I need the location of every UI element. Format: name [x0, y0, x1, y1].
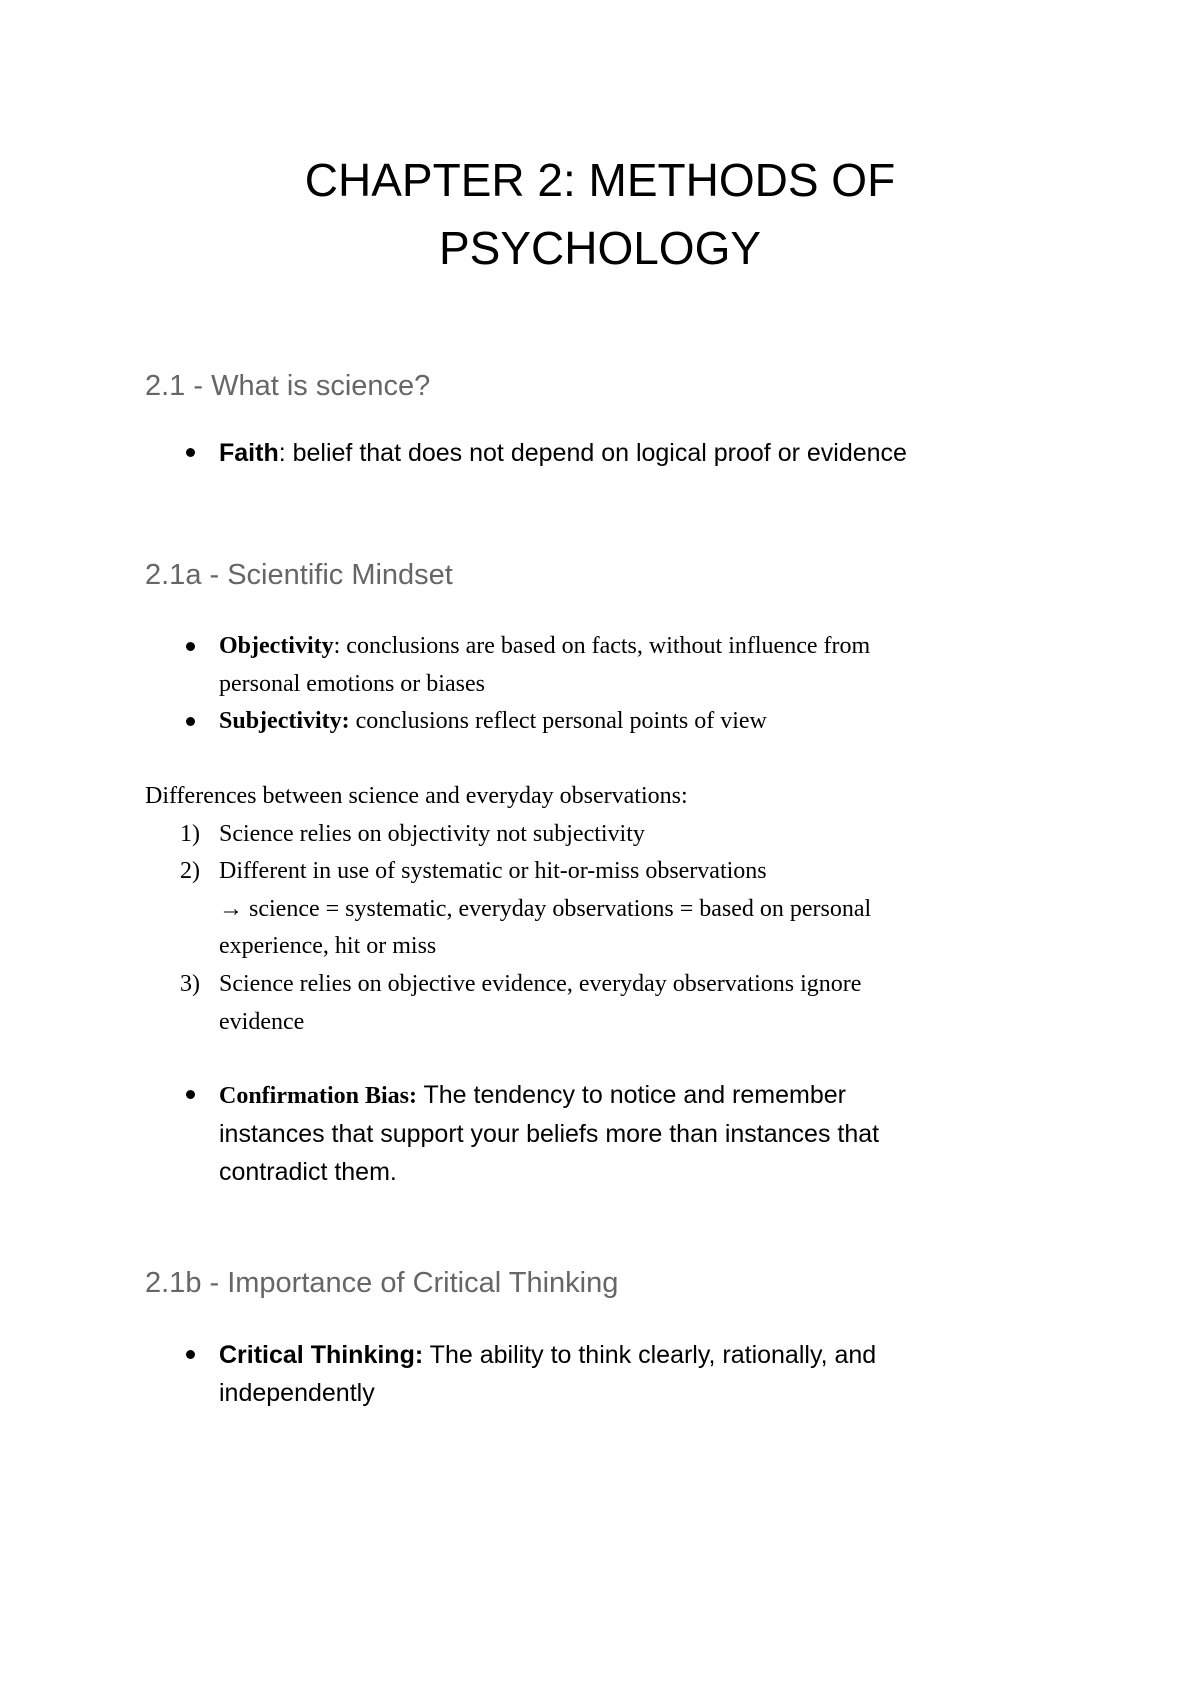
objectivity-line-1 — [219, 628, 1019, 666]
list-item-2 — [219, 853, 1019, 966]
confirmation-line-1 — [219, 1076, 1019, 1115]
subjectivity-term: Subjectivity: — [219, 708, 350, 734]
differences-intro: Differences between science and everyday observations: — [145, 783, 688, 809]
critical-line-1 — [219, 1336, 1019, 1374]
title-line-1: CHAPTER 2: METHODS OF — [304, 154, 896, 206]
confirmation-line-3: contradict them. — [219, 1158, 397, 1186]
faith-def: : belief that does not depend on logical proof or evidence — [278, 439, 907, 467]
objectivity-term: Objectivity — [219, 633, 334, 659]
critical-line-2: independently — [219, 1379, 375, 1407]
faith-definition — [219, 434, 1019, 472]
bullet-icon — [186, 1350, 195, 1359]
confirmation-bias-definition — [219, 1076, 1019, 1191]
critical-term: Critical Thinking: — [219, 1341, 424, 1369]
subjectivity-def: conclusions reflect personal points of view — [349, 708, 767, 734]
objectivity-definition — [219, 628, 1019, 703]
bullet-icon — [186, 642, 195, 651]
critical-def-1: The ability to think clearly, rationally, and — [423, 1341, 877, 1369]
critical-thinking-definition — [219, 1336, 1019, 1412]
list-item-1 — [219, 816, 1019, 854]
list-number: 3) — [180, 971, 200, 997]
confirmation-term: Confirmation Bias: — [219, 1083, 417, 1109]
list-item-line: Different in use of systematic or hit-or-miss observations — [219, 858, 767, 884]
list-number: 2) — [180, 858, 200, 884]
list-item-line: experience, hit or miss — [219, 933, 437, 959]
bullet-icon — [186, 1090, 195, 1099]
section-heading-2-1b: 2.1b - Importance of Critical Thinking — [145, 1267, 619, 1299]
objectivity-line-2: personal emotions or biases — [219, 670, 485, 697]
bullet-icon — [186, 448, 195, 457]
objectivity-def-1: : conclusions are based on facts, without influence from — [333, 633, 871, 659]
faith-term: Faith — [219, 439, 279, 467]
list-item-line: Science relies on objective evidence, everyday observations ignore — [219, 971, 862, 997]
confirmation-line-2: instances that support your beliefs more than instances that — [219, 1120, 880, 1148]
list-item-line: Science relies on objectivity not subjectivity — [219, 821, 645, 847]
title-line-2: PSYCHOLOGY — [438, 222, 762, 274]
subjectivity-definition — [219, 703, 1019, 741]
section-heading-2-1a: 2.1a - Scientific Mindset — [145, 559, 453, 591]
page-title — [0, 146, 1200, 282]
list-item-3 — [219, 966, 1019, 1041]
bullet-icon — [186, 717, 195, 726]
list-item-line: evidence — [219, 1008, 305, 1035]
list-item-line: → science = systematic, everyday observations = based on personal — [219, 895, 872, 922]
section-heading-2-1: 2.1 - What is science? — [145, 370, 431, 402]
list-number: 1) — [180, 821, 200, 847]
confirmation-def-1: The tendency to notice and remember — [417, 1081, 846, 1109]
